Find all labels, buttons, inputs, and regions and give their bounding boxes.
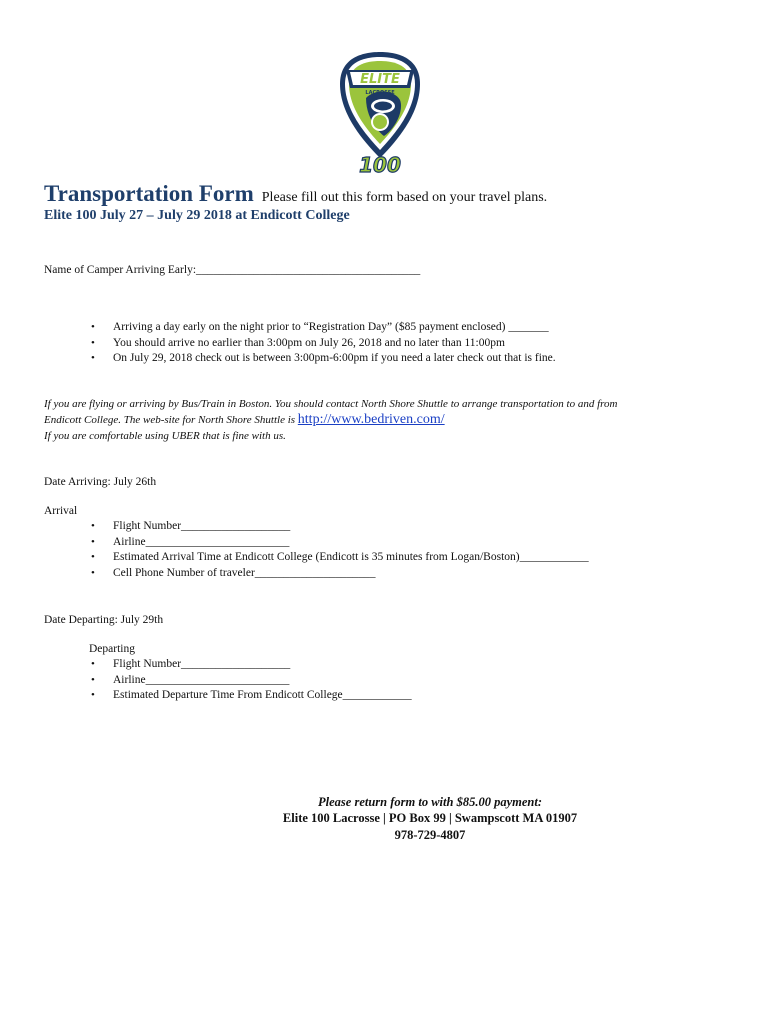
cell-phone-field[interactable]: • Cell Phone Number of traveler_____________________ — [89, 566, 589, 582]
departure-heading: Departing — [89, 643, 135, 655]
logo-sub-text: LACROSSE — [365, 90, 395, 96]
logo-graphic — [336, 50, 424, 176]
travel-note-line2 — [44, 412, 617, 428]
page-title: Transportation Form — [44, 181, 254, 206]
elite-100-lacrosse-logo — [336, 50, 424, 176]
logo-banner-text: ELITE — [360, 72, 400, 87]
travel-note-line3: If you are comfortable using UBER that is fine with us. — [44, 430, 286, 442]
list-item: • Arriving a day early on the night prior to “Registration Day” ($85 payment enclosed) _______ — [89, 320, 556, 336]
return-note — [0, 794, 770, 811]
date-departing: Date Departing: July 29th — [44, 614, 164, 626]
departure-time-field[interactable]: • Estimated Departure Time From Endicott College____________ — [89, 688, 412, 704]
arrival-time-field[interactable]: • Estimated Arrival Time at Endicott College (Endicott is 35 minutes from Logan/Boston)____________ — [89, 550, 589, 566]
airline-field[interactable]: • Airline_________________________ — [89, 535, 589, 551]
departure-flight-number-field[interactable]: • Flight Number___________________ — [89, 657, 412, 673]
travel-note-line2-text: Endicott College. The web-site for North Shore Shuttle is — [44, 414, 298, 426]
logo-number-text: 100 — [359, 153, 401, 176]
shuttle-website-link[interactable]: http://www.bedriven.com/ — [297, 412, 445, 427]
flight-number-field[interactable]: • Flight Number___________________ — [89, 519, 589, 535]
departure-airline-field[interactable]: • Airline_________________________ — [89, 673, 412, 689]
phone-number: 978-729-4807 — [394, 828, 466, 842]
list-item: • On July 29, 2018 check out is between 3:00pm-6:00pm if you need a later check out that is fine. — [89, 351, 556, 367]
camper-name-field[interactable]: Name of Camper Arriving Early:_______________________________________ — [44, 264, 421, 276]
arrival-list — [89, 519, 589, 581]
title-line — [44, 181, 547, 207]
travel-note — [44, 396, 617, 444]
arrival-heading: Arrival — [44, 505, 78, 517]
date-arriving: Date Arriving: July 26th — [44, 476, 157, 488]
list-item: • You should arrive no earlier than 3:00pm on July 26, 2018 and no later than 11:00pm — [89, 336, 556, 352]
mailing-address: Elite 100 Lacrosse | PO Box 99 | Swampscott MA 01907 — [282, 811, 578, 825]
return-note-text: Please return form to with $85.00 payment: — [318, 795, 542, 809]
departure-list — [89, 657, 412, 704]
title-note: Please fill out this form based on your travel plans. — [261, 190, 548, 205]
travel-note-line1: If you are flying or arriving by Bus/Train in Boston. You should contact North Shore Shuttle to arrange transportation to and from — [44, 398, 618, 410]
event-subtitle: Elite 100 July 27 – July 29 2018 at Endicott College — [44, 208, 350, 223]
early-arrival-list — [89, 320, 556, 367]
